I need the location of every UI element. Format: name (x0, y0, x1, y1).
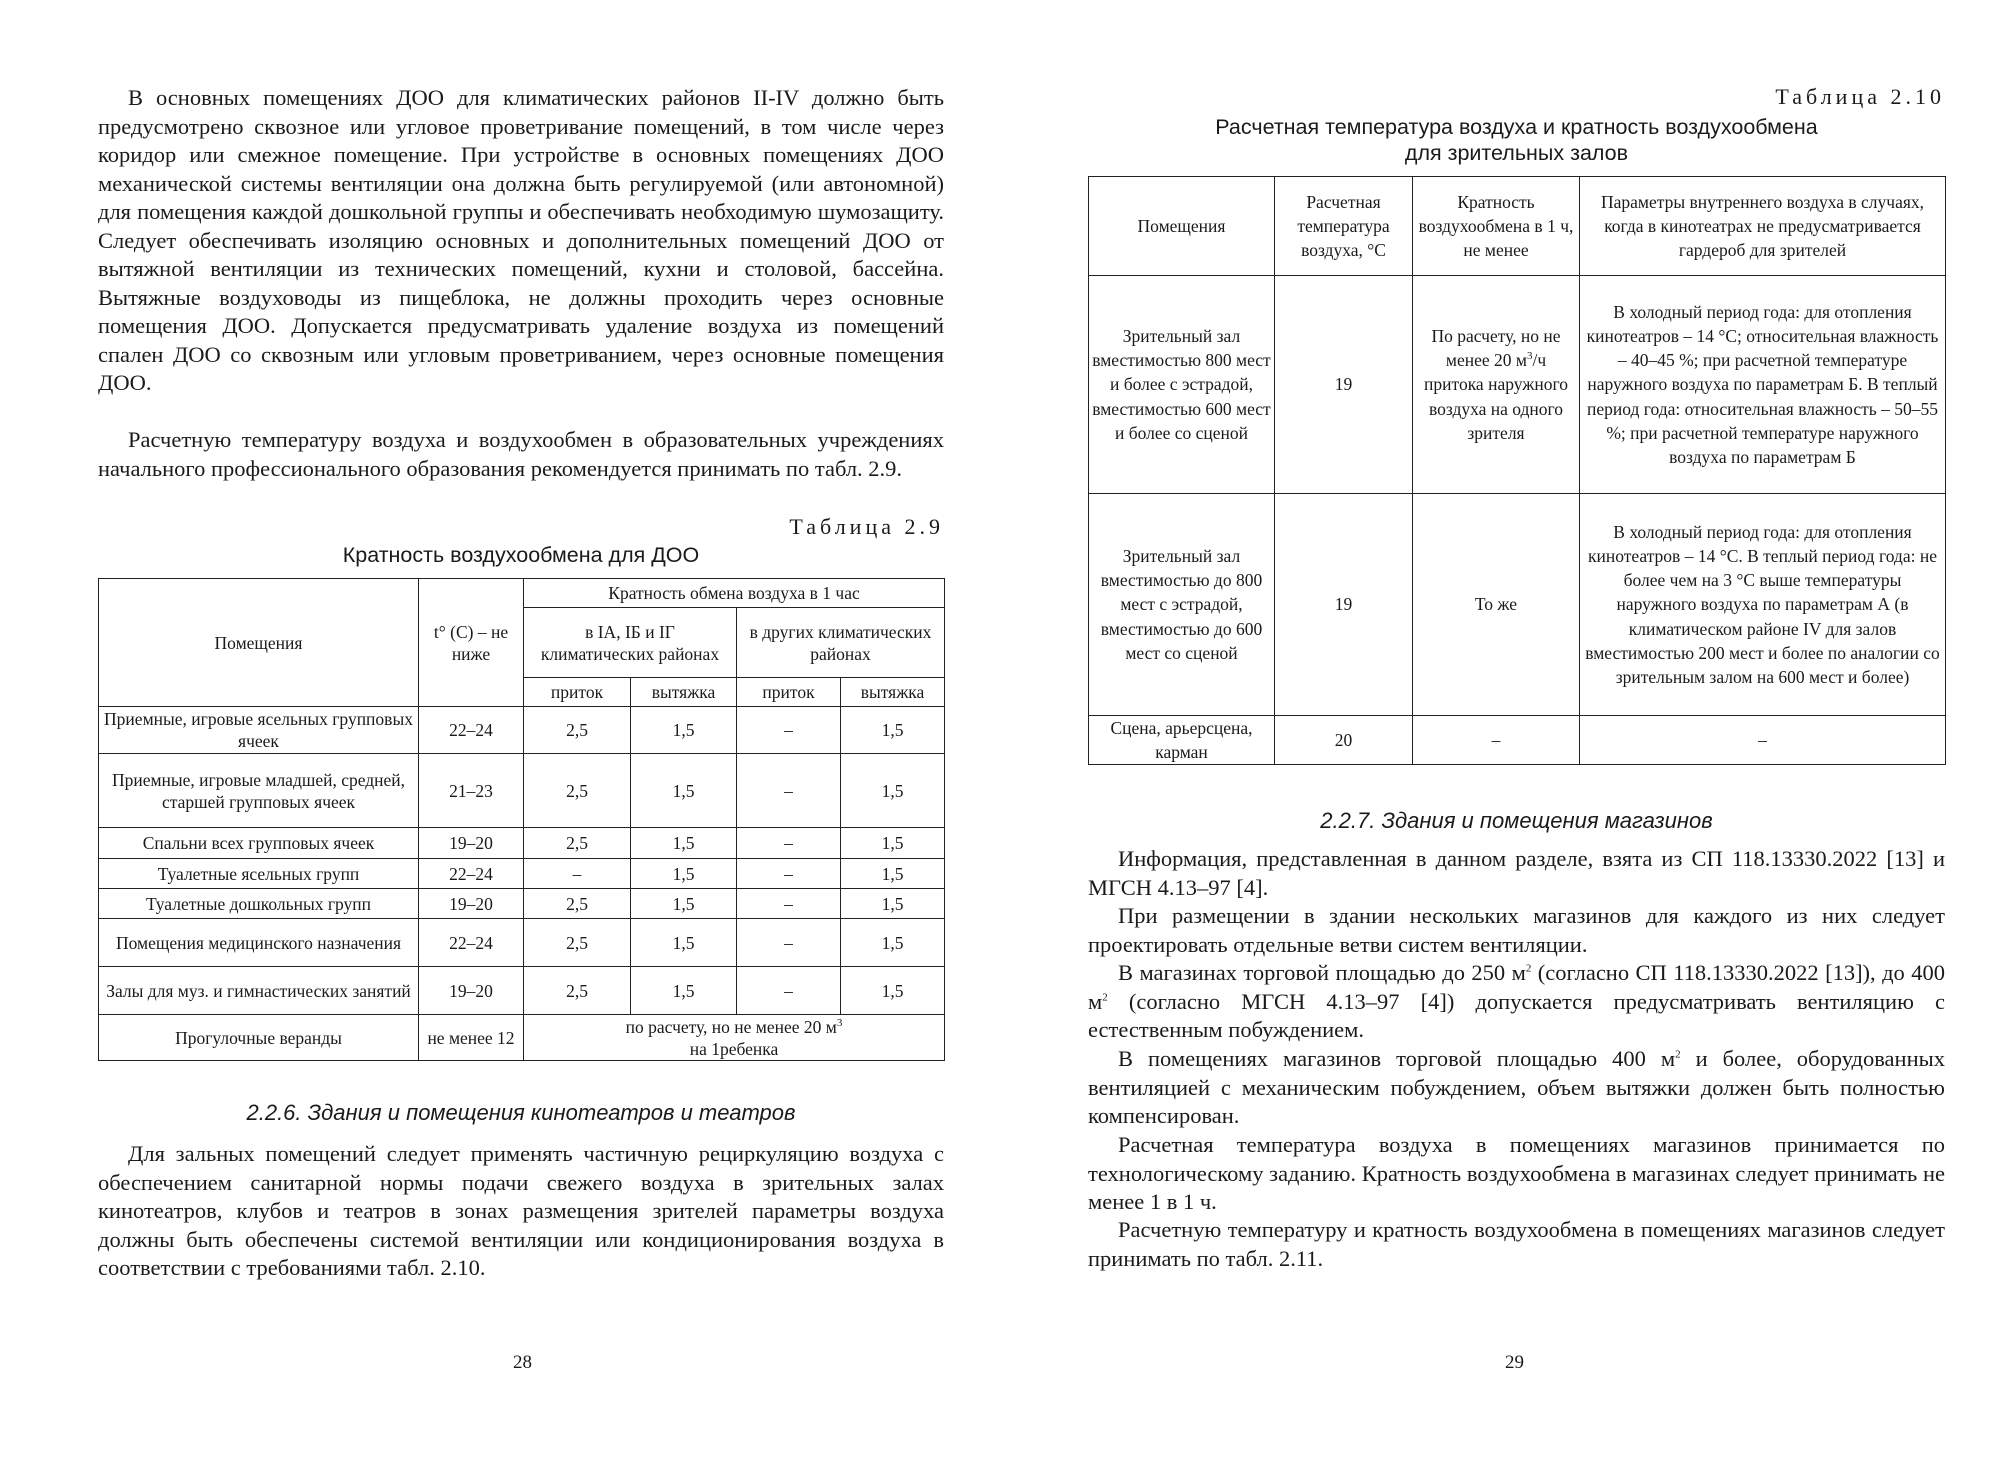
header-rooms: Помещения (99, 579, 419, 707)
table-row: Зрительный зал вместимостью до 800 мест с эстрадой, вместимостью до 600 мест со сценой 19 То же В холодный период года: для отопления кинотеатров – 14 °С. В теплый период года: не более чем на 3 °С выше температуры наружного воздуха по параметрам А (в климатическом районе IV для залов вместимостью 200 мест и более по аналогии со зрительным залом на 600 мест и более) (1089, 494, 1946, 716)
body-paragraph: Информация, представленная в данном разделе, взята из СП 118.13330.2022 [13] и МГСН 4.13–97 [4]. (1088, 846, 1945, 900)
header-temp: Расчетная температура воздуха, °С (1275, 177, 1413, 276)
table-row: Приемные, игровые младшей, средней, старшей групповых ячеек 21–23 2,5 1,5 – 1,5 (99, 754, 945, 828)
ventilation-rate-table-doo (98, 578, 945, 1061)
body-paragraph: В основных помещениях ДОО для климатических районов II-IV должно быть предусмотрено сквозное или угловое проветривание помещений, в том числе через коридор или смежное помещение. При устройстве в основных помещениях ДОО механической системы вентиляции она должна быть регулируемой (или автономной) для помещения каждой дошкольной группы и обеспечивать необходимую шумозащиту. Следует обеспечивать изоляцию основных и дополнительных помещений ДОО от вытяжной вентиляции из технических помещений, кухни и столовой, бассейна. Вытяжные воздуховоды из пищеблока, не должны проходить через основные помещения ДОО. Допускается предусматривать удаление воздуха из помещений спален ДОО со сквозным или угловым проветриванием, через основные помещения ДОО. (98, 85, 944, 395)
header-exhaust: вытяжка (841, 678, 945, 707)
table-row: Спальни всех групповых ячеек 19–20 2,5 1,5 – 1,5 (99, 828, 945, 859)
page-number: 28 (513, 1352, 532, 1373)
header-rate: Кратность воздухообмена в 1 ч, не менее (1413, 177, 1580, 276)
header-rate: Кратность обмена воздуха в 1 час (524, 579, 945, 608)
table-row: Помещения медицинского назначения 22–24 2,5 1,5 – 1,5 (99, 919, 945, 967)
table-row: Туалетные дошкольных групп 19–20 2,5 1,5 – 1,5 (99, 889, 945, 919)
body-paragraph: Для зальных помещений следует применять частичную рециркуляцию воздуха с обеспечением санитарной нормы подачи свежего воздуха в зрительных залах кинотеатров, клубов и театров в зонах размещения зрителей параметры воздуха должны быть обеспечены системой вентиляции или кондиционирования воздуха в соответствии с требованиями табл. 2.10. (98, 1141, 944, 1280)
body-paragraph: Расчетная температура воздуха в помещениях магазинов принимается по технологическому заданию. Кратность воздухообмена в магазинах следует принимать не менее 1 в 1 ч. (1088, 1132, 1945, 1214)
table-label: Таблица 2.9 (789, 514, 944, 539)
header-inflow: приток (524, 678, 631, 707)
table-label: Таблица 2.10 (1775, 84, 1945, 109)
body-paragraph: В магазинах торговой площадью до 250 $м^2$ (согласно СП 118.13330.2022 [13]), до 400 $м^2$ (согласно МГСН 4.13–97 [4]) допускается предусматривать вентиляцию с естественным побуждением. (1088, 960, 1945, 1042)
section-heading: 2.2.6. Здания и помещения кинотеатров и театров (246, 1100, 796, 1125)
body-paragraph: При размещении в здании нескольких магазинов для каждого из них следует проектировать отдельные ветви систем вентиляции. (1088, 903, 1945, 957)
header-rooms: Помещения (1089, 177, 1275, 276)
body-paragraph: Расчетную температуру воздуха и воздухообмен в образовательных учреждениях начального профессионального образования рекомендуется принимать по табл. 2.9. (98, 427, 944, 481)
header-inflow: приток (737, 678, 841, 707)
page-right (1000, 0, 2000, 1465)
table-row: Залы для муз. и гимнастических занятий 19–20 2,5 1,5 – 1,5 (99, 967, 945, 1015)
section-heading: 2.2.7. Здания и помещения магазинов (1320, 808, 1713, 833)
body-paragraph: В помещениях магазинов торговой площадью 400 $м^2$ и более, оборудованных вентиляцией с механическим побуждением, объем вытяжки должен быть полностью компенсирован. (1088, 1046, 1945, 1128)
header-exhaust: вытяжка (631, 678, 737, 707)
table-row: Туалетные ясельных групп 22–24 – 1,5 – 1,5 (99, 859, 945, 889)
table-row: Сцена, арьерсцена, карман 20 – – (1089, 716, 1946, 765)
header-temp: t° (C) – не ниже (419, 579, 524, 707)
table-title: Кратность воздухообмена для ДОО (342, 543, 700, 567)
header-zone-north: в IA, IБ и IГ климатических районах (524, 608, 737, 678)
body-paragraph: Расчетную температуру и кратность воздухообмена в помещениях магазинов следует принимать по табл. 2.11. (1088, 1217, 1945, 1271)
table-row: Приемные, игровые ясельных групповых ячеек 22–24 2,5 1,5 – 1,5 (99, 707, 945, 754)
page-number: 29 (1505, 1352, 1524, 1373)
header-params: Параметры внутреннего воздуха в случаях, когда в кинотеатрах не предусматривается гардероб для зрителей (1580, 177, 1946, 276)
cinema-hall-table (1088, 176, 1946, 765)
header-zone-other: в других климатических районах (737, 608, 945, 678)
table-row: Зрительный зал вместимостью 800 мест и более с эстрадой, вместимостью 600 мест и более со сценой 19 По расчету, но не менее 20 $м^3/ч$ притока наружного воздуха на одного зрителя В холодный период года: для отопления кинотеатров – 14 °С; относительная влажность – 40–45 %; при расчетной температуре наружного воздуха по параметрам Б. В теплый период года: относительная влажность – 50–55 %; при расчетной температуре наружного воздуха по параметрам Б (1089, 276, 1946, 494)
table-row: Прогулочные веранды не менее 12 по расчету, но не менее 20 $м^3$ на 1ребенка (99, 1015, 945, 1061)
table-title: Расчетная температура воздуха и кратность воздухообмена для зрительных залов (1215, 115, 1818, 165)
